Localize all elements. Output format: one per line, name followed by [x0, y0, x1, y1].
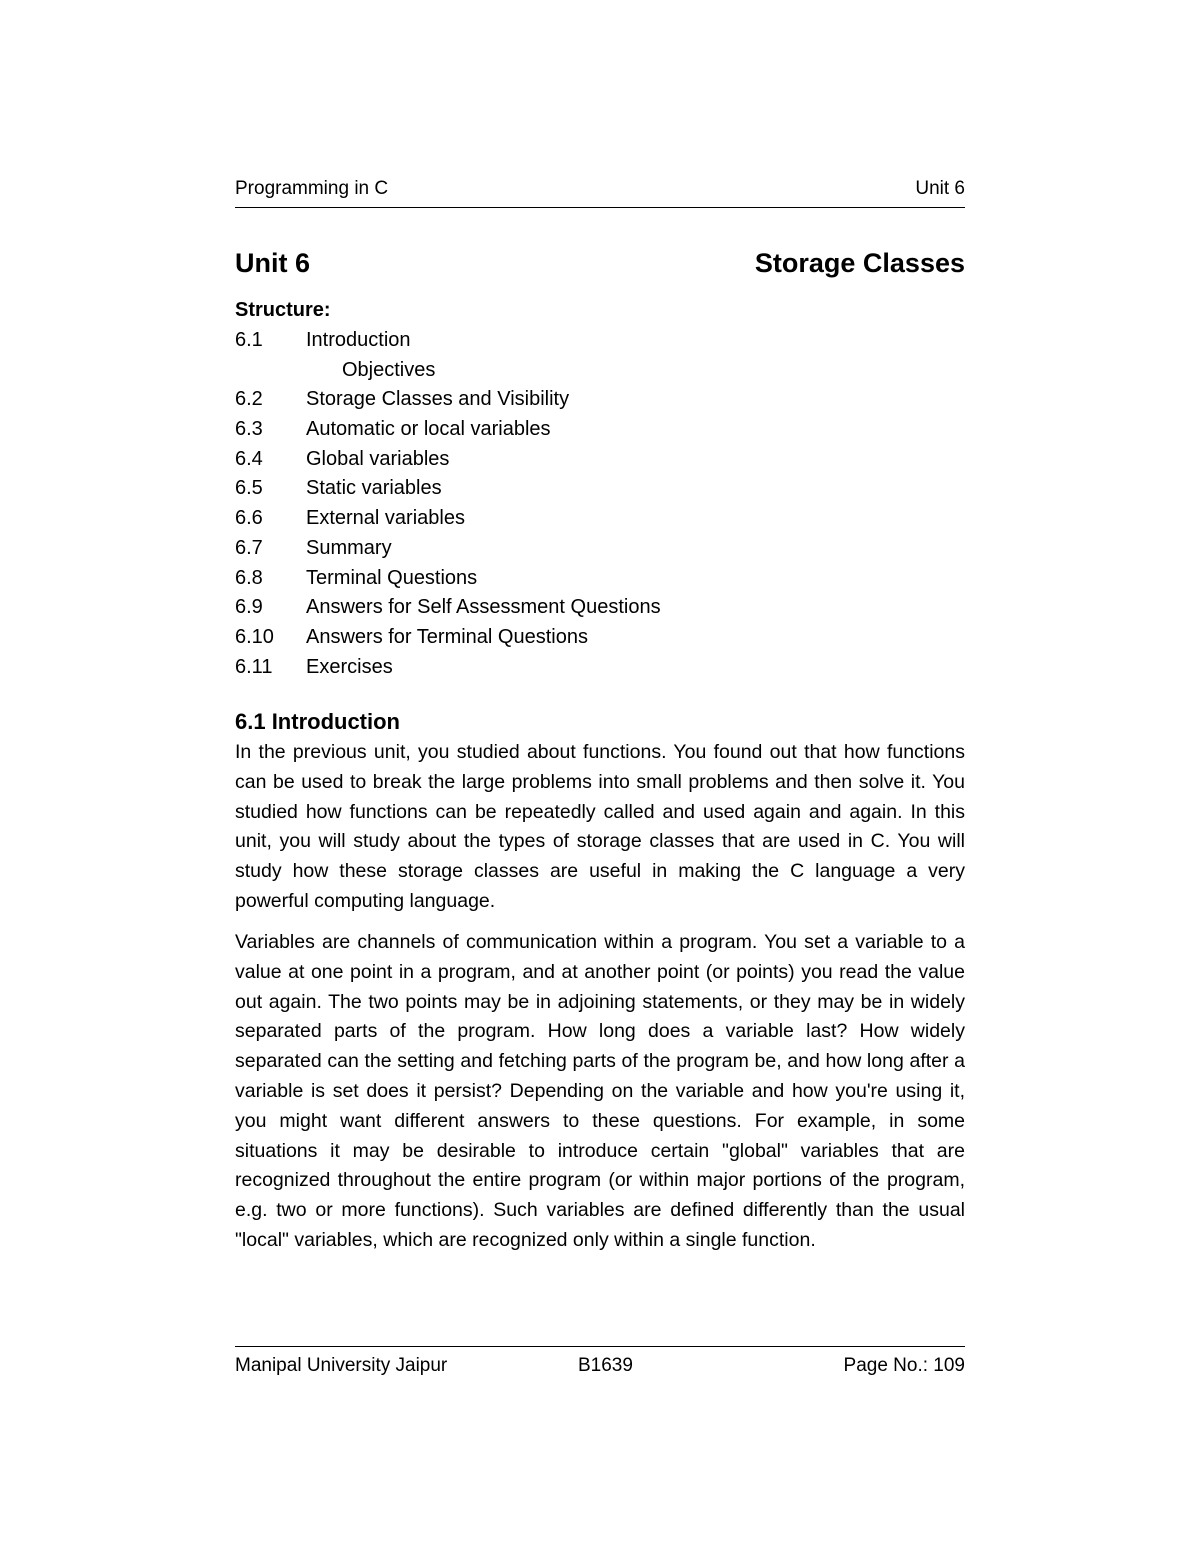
structure-item-label: External variables	[306, 507, 465, 530]
structure-item	[235, 593, 965, 623]
footer-university: Manipal University Jaipur	[235, 1355, 448, 1376]
structure-item-number: 6.10	[235, 625, 274, 648]
structure-subitem	[235, 356, 965, 386]
structure-item-label: Terminal Questions	[306, 566, 478, 589]
structure-heading: Structure:	[235, 299, 331, 321]
structure-item-number: 6.6	[235, 507, 263, 530]
structure-item	[235, 385, 965, 415]
structure-item-number: 6.2	[235, 388, 263, 411]
running-header	[235, 176, 965, 202]
structure-item-number: 6.8	[235, 566, 263, 589]
section-heading: 6.1 Introduction	[235, 709, 400, 734]
footer-page-number: Page No.: 109	[843, 1355, 965, 1376]
structure-item-label: Summary	[306, 536, 392, 559]
structure-item	[235, 564, 965, 594]
structure-item-number: 6.5	[235, 477, 263, 500]
body-paragraph: In the previous unit, you studied about functions. You found out that how functions can be used to break the large problems into small problems and then solve it. You studied how functions can be repeatedly called and used again and again. In this unit, you will study about the types of storage classes that are used in C. You will study how these storage classes are useful in making the C language a very powerful computing language.	[235, 741, 965, 912]
structure-item-label: Objectives	[342, 358, 436, 381]
structure-item-label: Automatic or local variables	[306, 418, 551, 441]
structure-item-label: Answers for Terminal Questions	[306, 625, 588, 648]
structure-item-label: Global variables	[306, 447, 450, 470]
footer-course-code: B1639	[578, 1355, 633, 1376]
header-unit-label: Unit 6	[915, 178, 965, 199]
structure-item	[235, 504, 965, 534]
unit-number: Unit 6	[235, 248, 311, 278]
structure-list	[235, 326, 965, 682]
structure-item-label: Introduction	[306, 329, 411, 351]
unit-title: Storage Classes	[754, 248, 965, 278]
document-page	[235, 0, 965, 1553]
unit-title-row	[235, 246, 965, 280]
structure-item-number: 6.7	[235, 536, 263, 559]
structure-item-number: 6.1	[235, 329, 263, 351]
structure-item	[235, 474, 965, 504]
footer-divider	[235, 1346, 965, 1347]
structure-item-number: 6.4	[235, 447, 263, 470]
structure-item-number: 6.3	[235, 418, 263, 441]
structure-item-label: Exercises	[306, 655, 393, 678]
body-paragraph: Variables are channels of communication within a program. You set a variable to a value at one point in a program, and at another point (or points) you read the value out again. The two points may be in adjoining statements, or they may be in widely separated parts of the program. How long does a variable last? How widely separated can the setting and fetching parts of the program be, and how long after a variable is set does it persist? Depending on the variable and how you're using it, you might want different answers to these questions. For example, in some situations it may be desirable to introduce certain "global" variables that are recognized throughout the entire program (or within major portions of the program, e.g. two or more functions). Such variables are defined differently than the usual "local" variables, which are recognized only within a single function.	[235, 931, 965, 1251]
structure-item	[235, 623, 965, 653]
structure-item-number: 6.11	[235, 655, 273, 678]
structure-item-label: Static variables	[306, 477, 442, 500]
structure-item-label: Answers for Self Assessment Questions	[306, 596, 661, 619]
structure-item-label: Storage Classes and Visibility	[306, 388, 570, 411]
structure-item	[235, 326, 965, 356]
running-footer	[235, 1353, 965, 1379]
header-divider	[235, 207, 965, 208]
header-course-title: Programming in C	[235, 178, 389, 199]
structure-item	[235, 653, 965, 683]
structure-item	[235, 415, 965, 445]
structure-item-number: 6.9	[235, 596, 263, 619]
structure-item	[235, 534, 965, 564]
structure-item	[235, 445, 965, 475]
